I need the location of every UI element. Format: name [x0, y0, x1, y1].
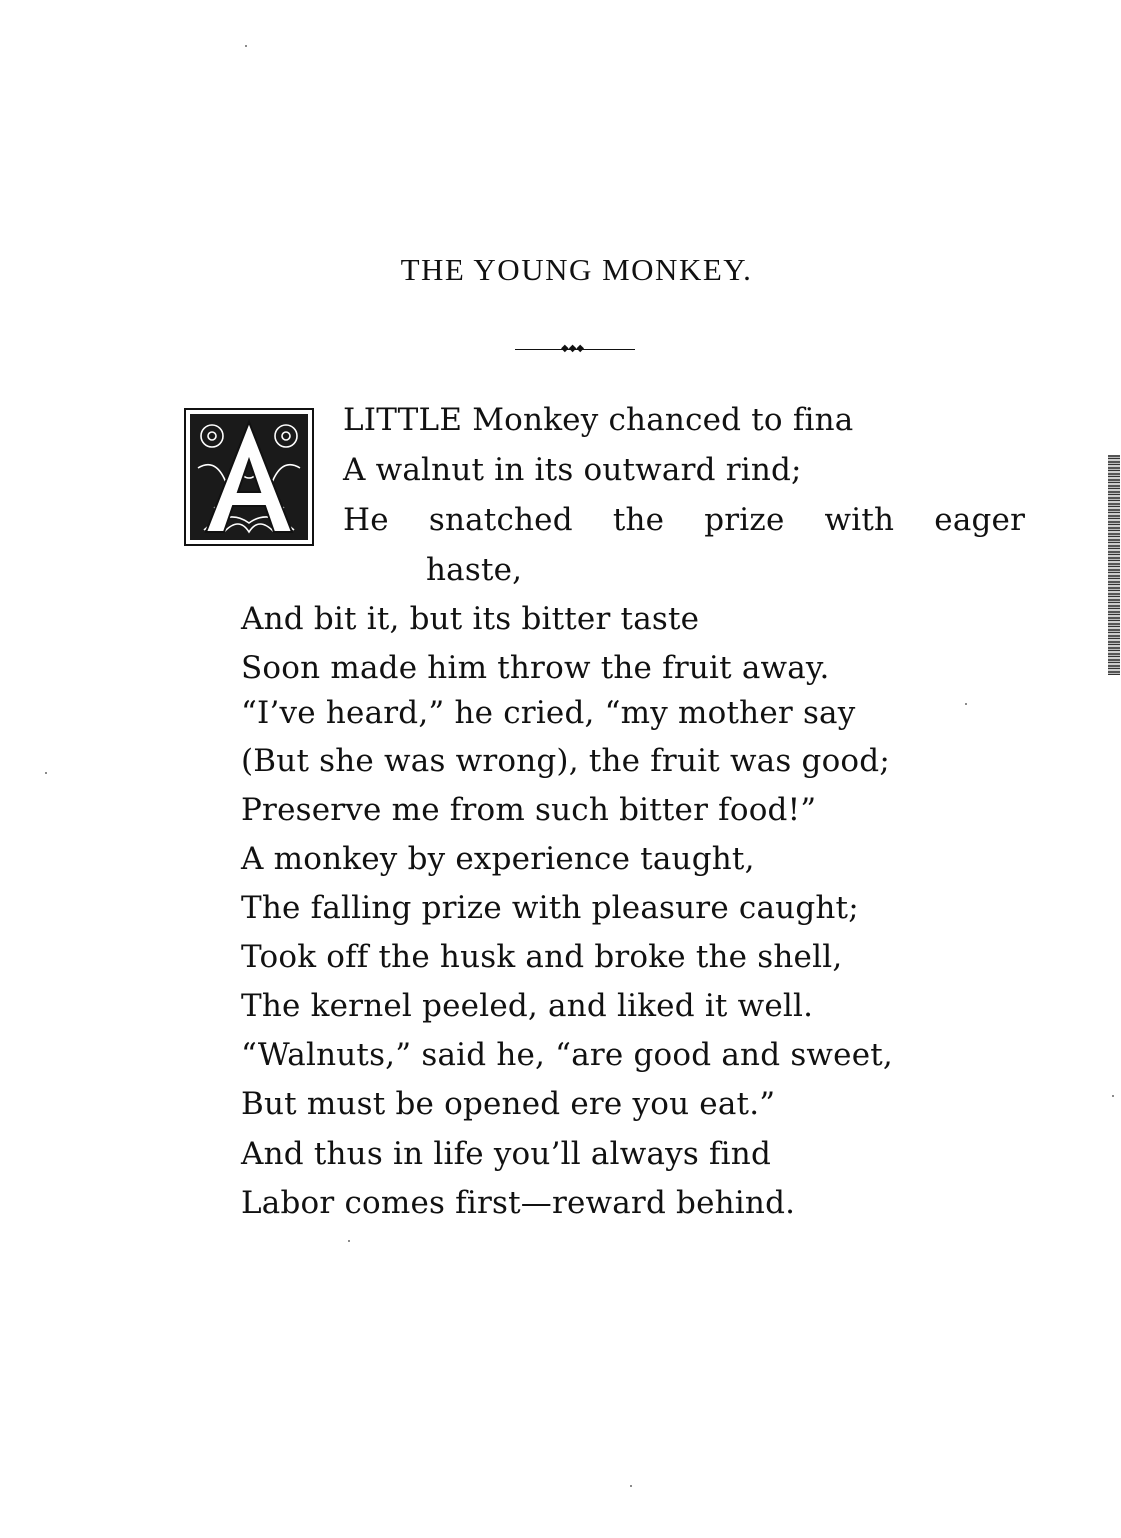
poem-line: He snatched the prize with eager	[343, 502, 1026, 538]
poem-line: Labor comes first—reward behind.	[241, 1185, 796, 1221]
poem-line: “Walnuts,” said he, “are good and sweet,	[241, 1037, 893, 1073]
poem-line: A monkey by experience taught,	[241, 841, 755, 877]
scan-speck	[1112, 1095, 1114, 1097]
poem-line: But must be opened ere you eat.”	[241, 1086, 776, 1122]
scan-speck	[45, 772, 47, 774]
poem-title: THE YOUNG MONKEY.	[400, 252, 753, 287]
poem-line: LITTLE Monkey chanced to fina	[343, 402, 854, 438]
scan-speck	[348, 1240, 350, 1242]
drop-cap-a-illustration	[184, 408, 314, 546]
poem-line: (But she was wrong), the fruit was good;	[241, 743, 890, 779]
poem-line: And bit it, but its bitter taste	[241, 601, 700, 637]
poem-line: Soon made him throw the fruit away.	[241, 650, 830, 686]
scan-speck	[630, 1485, 632, 1487]
poem-line: Preserve me from such bitter food!”	[241, 792, 817, 828]
scan-speck	[245, 45, 247, 47]
poem-line: And thus in life you’ll always find	[241, 1136, 772, 1172]
poem-line: A walnut in its outward rind;	[343, 452, 802, 488]
poem-line: Took off the husk and broke the shell,	[241, 939, 843, 975]
scan-edge-strip	[1108, 455, 1120, 675]
poem-line: The kernel peeled, and liked it well.	[241, 988, 814, 1024]
scan-speck	[965, 703, 967, 705]
rule-ornament: ◆◆◆	[561, 343, 585, 354]
poem-line: The falling prize with pleasure caught;	[241, 890, 859, 926]
poem-line: “I’ve heard,” he cried, “my mother say	[241, 695, 856, 731]
poem-line: haste,	[426, 552, 523, 588]
